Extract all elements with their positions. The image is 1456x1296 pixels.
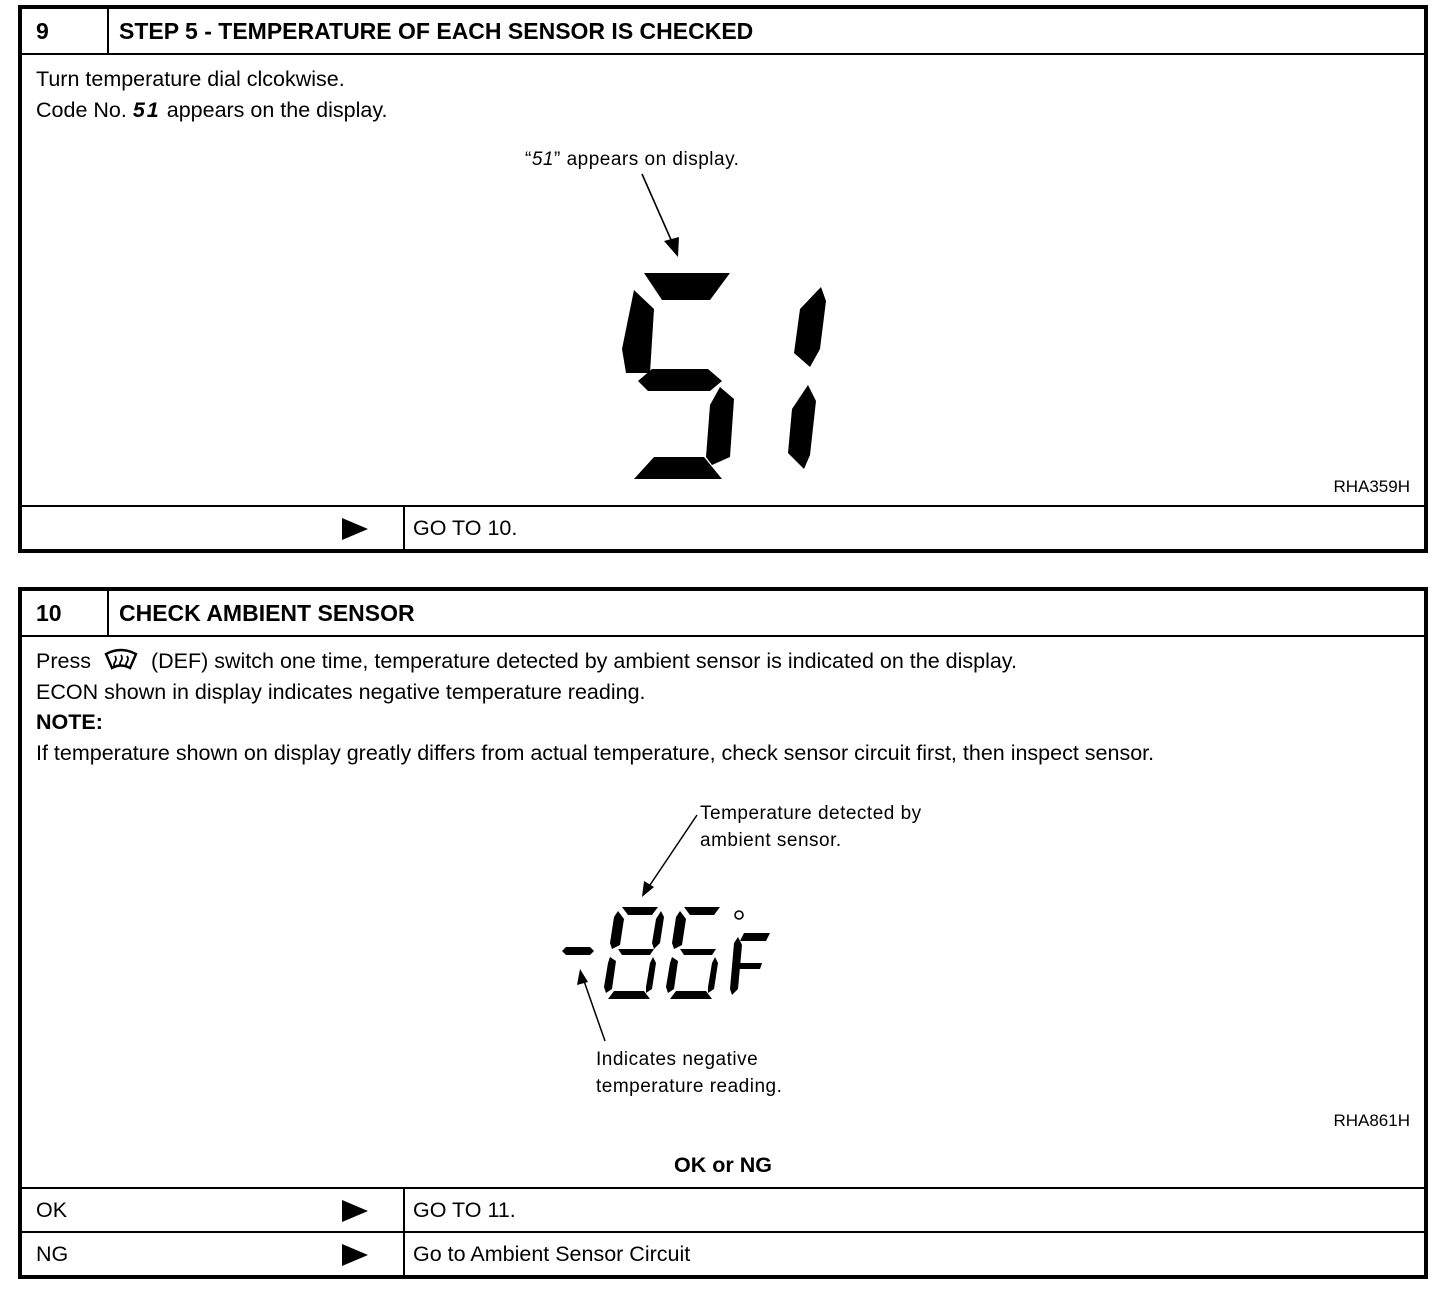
instruction-text: appears on the display. [166, 98, 388, 122]
result-label: NG [36, 1242, 69, 1266]
leader-line [642, 174, 672, 242]
callout-text: Temperature detected by [700, 803, 922, 824]
seven-segment-display [562, 907, 770, 999]
instruction-text: Code No. [36, 98, 127, 122]
callout-text: temperature reading. [596, 1076, 783, 1097]
play-arrow-icon [342, 1200, 368, 1222]
figure-id: RHA359H [1333, 477, 1410, 496]
callout-text: ” appears on display. [553, 149, 740, 170]
figure-id: RHA861H [1333, 1111, 1410, 1130]
divider [403, 507, 405, 551]
seven-segment-letter-f [730, 933, 770, 995]
minus-segment [562, 947, 594, 955]
note-text: If temperature shown on display greatly differs from actual temperature, check sensor circuit first, then inspect sensor. [36, 741, 1155, 765]
callout-text: ambient sensor. [700, 830, 842, 851]
arrowhead [577, 969, 588, 985]
arrowhead [642, 881, 654, 897]
quote-mark: “ [525, 149, 532, 170]
step-9-panel [18, 5, 1428, 553]
instruction-line: Turn temperature dial clcokwise. [36, 67, 345, 91]
seven-segment-digit-5 [622, 273, 734, 479]
step-number: 9 [22, 9, 109, 53]
step-number: 10 [22, 591, 109, 635]
instruction-text: (DEF) switch one time, temperature detected by ambient sensor is indicated on the display. [150, 649, 1017, 673]
instruction-text: Press [36, 649, 91, 673]
segment-display-figure [22, 9, 1424, 549]
result-action: Go to Ambient Sensor Circuit [413, 1242, 691, 1266]
divider [403, 1189, 405, 1233]
leader-line [584, 981, 605, 1041]
result-row-ok [22, 1187, 1424, 1233]
result-row-ng [22, 1231, 1424, 1277]
callout-text: Indicates negative [596, 1049, 759, 1070]
step-title: CHECK AMBIENT SENSOR [119, 600, 415, 626]
seven-segment-digit-6 [666, 907, 720, 999]
result-label: OK [36, 1198, 68, 1222]
instruction-line: ECON shown in display indicates negative temperature reading. [36, 680, 646, 704]
code-number: 51 [132, 98, 161, 122]
result-row [22, 505, 1424, 551]
seven-segment-digit-1 [788, 287, 826, 469]
seven-segment-digit-8 [604, 907, 664, 999]
divider [403, 1233, 405, 1277]
play-arrow-icon [342, 1244, 368, 1266]
result-action: GO TO 11. [413, 1198, 516, 1222]
note-label: NOTE: [36, 710, 103, 734]
step-title: STEP 5 - TEMPERATURE OF EACH SENSOR IS CHECKED [119, 18, 754, 44]
degree-symbol [735, 911, 743, 919]
step-10-panel [18, 587, 1428, 1279]
leader-line [650, 815, 697, 885]
arrowhead [664, 237, 679, 257]
result-action: GO TO 10. [413, 516, 518, 540]
play-arrow-icon [342, 518, 368, 540]
callout-code: 51 [531, 149, 554, 170]
ok-ng-label: OK or NG [674, 1153, 772, 1177]
